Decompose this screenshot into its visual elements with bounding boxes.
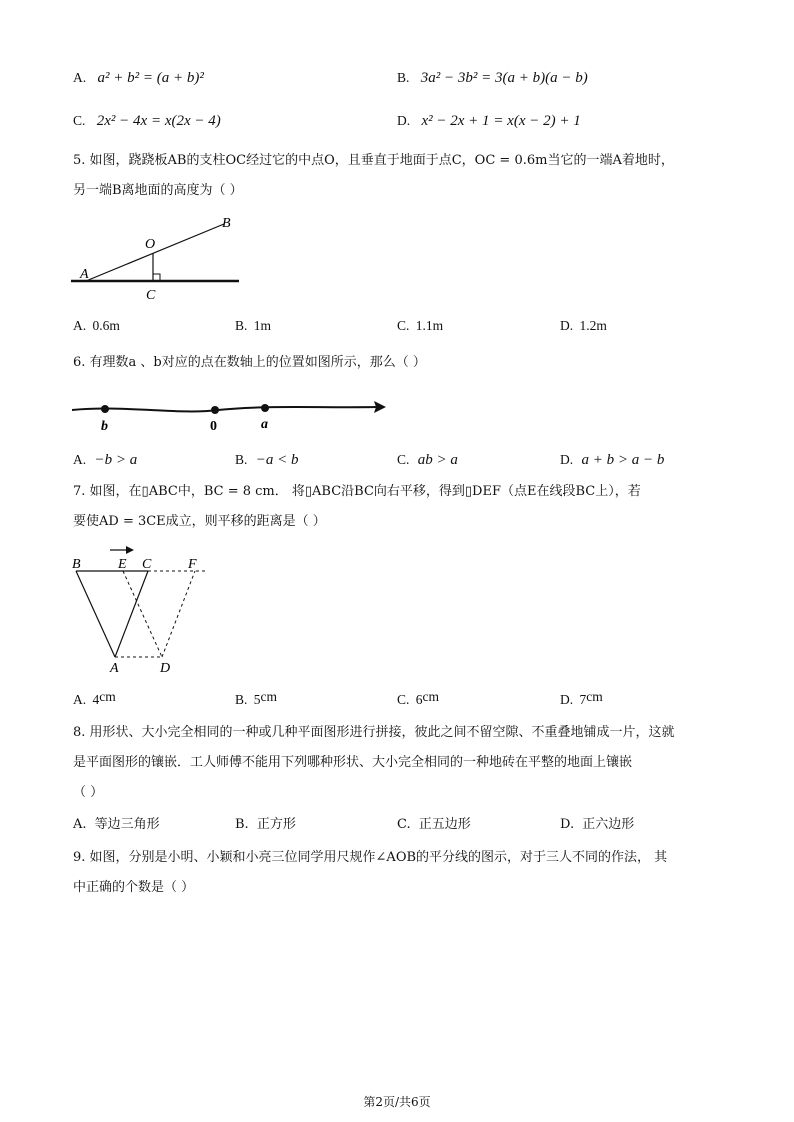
q7-option-d [560, 689, 603, 708]
q7-option-a-text: 4 [92, 692, 100, 707]
q5-option-b-text: 1m [253, 318, 272, 333]
q6-number-line [72, 407, 378, 411]
q7-label-b: B [72, 557, 81, 572]
q6-option-c [397, 452, 458, 469]
q7-option-d-text: 7 [579, 692, 587, 707]
q4-option-a-expr: a² + b² = (a + b)² [97, 70, 204, 86]
q4-option-a-label: A. [73, 70, 87, 85]
q7-option-c-label: C. [397, 692, 410, 707]
q5-label-o: O [145, 237, 156, 252]
q6-option-d-label: D. [560, 452, 574, 467]
q7-label-e: E [118, 557, 127, 572]
q5-option-b [235, 318, 271, 334]
q4-option-b [397, 70, 588, 87]
q7-label-c: C [142, 557, 152, 572]
q5-option-a [73, 318, 120, 334]
q5-option-c [397, 318, 443, 334]
q7-option-c-unit: cm [422, 689, 440, 704]
q6-text: 6. 有理数a 、b对应的点在数轴上的位置如图所示，那么（ ） [73, 355, 426, 370]
q5-label-a: A [80, 267, 89, 282]
q8-text-line1: 8. 用形状、大小完全相同的一种或几种平面图形进行拼接，彼此之间不留空隙、不重叠地铺成一片，这就 [73, 725, 675, 740]
q8-option-a-label: A. [73, 817, 87, 832]
q5-option-d-text: 1.2m [579, 318, 607, 333]
q6-label-b: b [101, 419, 108, 434]
q7-option-d-unit: cm [586, 689, 603, 704]
q8-option-d-label: D. [560, 817, 575, 832]
q7-direction-arrow-head [126, 546, 134, 554]
q7-label-a: A [110, 661, 119, 675]
q4-option-c [73, 113, 221, 130]
page-number-footer: 第2页/共6页 [363, 1095, 431, 1109]
q7-segment-df [162, 571, 195, 657]
q5-text-line2: 另一端B离地面的高度为（ ） [73, 183, 243, 198]
q7-option-d-label: D. [560, 692, 574, 707]
q4-option-b-expr: 3a² − 3b² = 3(a + b)(a − b) [420, 70, 588, 86]
q8-option-c-label: C. [397, 817, 411, 832]
q4-option-d-label: D. [397, 113, 411, 128]
q7-option-c-text: 6 [415, 692, 423, 707]
q5-board-ab [86, 224, 224, 281]
q5-option-a-label: A. [73, 318, 87, 333]
q7-option-b-label: B. [235, 692, 248, 707]
q8-text-line2: 是平面图形的镶嵌．工人师傅不能用下列哪种形状、大小完全相同的一种地砖在平整的地面上镶嵌 [73, 755, 633, 770]
q7-segment-ac [115, 571, 148, 657]
q4-option-c-expr: 2x² − 4x = x(2x − 4) [96, 113, 221, 129]
q5-label-b: B [222, 216, 231, 231]
q7-option-a-unit: cm [99, 689, 116, 704]
q8-option-d [560, 815, 634, 835]
q8-option-c-text: 正五边形 [418, 817, 471, 832]
q4-option-b-label: B. [397, 70, 410, 85]
q6-option-d-text: a + b > a − b [581, 452, 665, 468]
q7-segment-ab [76, 571, 115, 657]
q8-text-line3: （ ） [73, 785, 104, 800]
q7-label-f: F [188, 557, 197, 572]
q6-label-zero: 0 [210, 419, 217, 434]
q4-option-d-expr: x² − 2x + 1 = x(x − 2) + 1 [421, 113, 581, 129]
q4-option-d [397, 113, 581, 130]
q5-seesaw-figure [68, 210, 248, 305]
q5-label-c: C [146, 288, 156, 303]
q7-option-b-text: 5 [253, 692, 261, 707]
q5-option-c-label: C. [397, 318, 410, 333]
q8-option-b [235, 815, 296, 835]
q8-option-b-text: 正方形 [256, 817, 296, 832]
q7-option-b-unit: cm [260, 689, 278, 704]
q9-text-line1: 9. 如图，分别是小明、小颖和小亮三位同学用尺规作∠AOB的平分线的图示，对于三人不同的作法， 其 [73, 850, 668, 865]
q7-translation-figure [68, 540, 218, 675]
q8-option-b-label: B. [235, 817, 249, 832]
q8-option-a [73, 815, 160, 835]
q7-text-line1: 7. 如图，在▯ABC中，BC = 8 cm． 将▯ABC沿BC向右平移，得到▯DEF（点E在线段BC上），若 [73, 484, 641, 499]
q7-option-c [397, 689, 440, 708]
q6-option-b [235, 452, 299, 469]
q6-number-line-figure [68, 395, 393, 437]
q5-text-line1: 5. 如图，跷跷板AB的支柱OC经过它的中点O，且垂直于地面于点C，OC = 0.6m当它的一端A着地时， [73, 153, 674, 168]
q7-option-b [235, 689, 278, 708]
q6-point-zero [211, 406, 219, 414]
q8-option-d-text: 正六边形 [582, 817, 635, 832]
q5-option-c-text: 1.1m [415, 318, 444, 333]
q6-option-a-text: −b > a [94, 452, 138, 468]
q7-text-line2: 要使AD = 3CE成立，则平移的距离是（ ） [73, 514, 326, 529]
q6-option-a [73, 452, 137, 469]
q6-option-d [560, 452, 664, 469]
q6-point-b [101, 405, 109, 413]
q6-option-c-label: C. [397, 452, 410, 467]
q6-point-a [261, 404, 269, 412]
q6-option-a-label: A. [73, 452, 87, 467]
q5-option-d-label: D. [560, 318, 574, 333]
q7-option-a [73, 689, 116, 708]
q7-label-d: D [160, 661, 171, 675]
q6-option-b-label: B. [235, 452, 248, 467]
q8-option-c [397, 815, 471, 835]
q7-option-a-label: A. [73, 692, 87, 707]
q6-label-a: a [261, 417, 268, 432]
q8-option-a-text: 等边三角形 [94, 817, 160, 832]
q9-text-line2: 中正确的个数是（ ） [73, 880, 195, 895]
q5-option-b-label: B. [235, 318, 248, 333]
q6-option-b-text: −a < b [255, 452, 299, 468]
q4-option-a [73, 70, 204, 87]
q6-option-c-text: ab > a [417, 452, 458, 468]
q5-option-d [560, 318, 607, 334]
q4-option-c-label: C. [73, 113, 86, 128]
q5-option-a-text: 0.6m [92, 318, 120, 333]
